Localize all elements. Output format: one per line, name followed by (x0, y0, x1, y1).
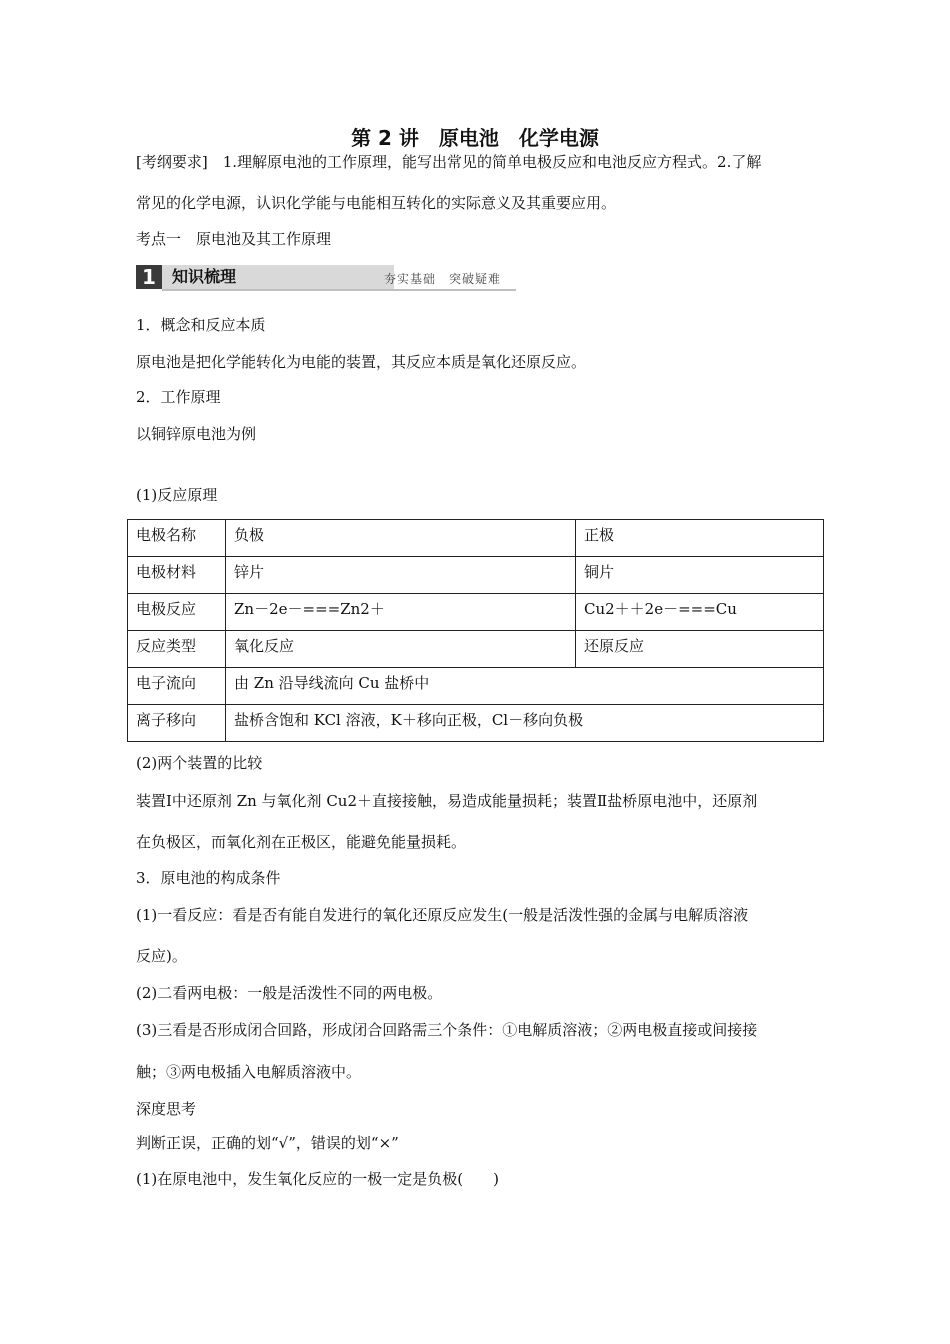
principle-heading: 2．工作原理 (136, 388, 221, 406)
table-cell: 负极 (226, 520, 576, 557)
question-1: (1)在原电池中，发生氧化反应的一极一定是负极( ) (136, 1170, 499, 1188)
condition-3-line1: (3)三看是否形成闭合回路，形成闭合回路需三个条件：①电解质溶液；②两电极直接或间接接 (136, 1021, 758, 1039)
exam-requirements-line1: [考纲要求] 1.理解原电池的工作原理，能写出常见的简单电极反应和电池反应方程式。2.了解 (136, 153, 762, 171)
compare-heading: (2)两个装置的比较 (136, 754, 263, 772)
condition-1-line2: 反应)。 (136, 947, 187, 965)
reaction-principle-heading: (1)反应原理 (136, 486, 218, 504)
table-cell: 电子流向 (128, 668, 226, 705)
table-row (128, 594, 824, 631)
compare-text-line1: 装置Ⅰ中还原剂 Zn 与氧化剂 Cu2＋直接接触，易造成能量损耗；装置Ⅱ盐桥原电池中，还原剂 (136, 792, 758, 810)
table-cell: Cu2＋＋2e－===Cu (576, 594, 824, 631)
table-cell: 电极反应 (128, 594, 226, 631)
banner-subtitle: 夯实基础 突破疑难 (384, 272, 502, 286)
section-heading: 考点一 原电池及其工作原理 (136, 230, 332, 248)
banner-rule (162, 289, 516, 291)
table-row (128, 520, 824, 557)
condition-1-line1: (1)一看反应：看是否有能自发进行的氧化还原反应发生(一般是活泼性强的金属与电解质溶液 (136, 906, 749, 924)
table-cell: 反应类型 (128, 631, 226, 668)
concept-text: 原电池是把化学能转化为电能的装置，其反应本质是氧化还原反应。 (136, 353, 587, 371)
table-cell: 氧化反应 (226, 631, 576, 668)
knowledge-banner (136, 262, 516, 292)
table-cell: 盐桥含饱和 KCl 溶液，K＋移向正极，Cl－移向负极 (226, 705, 824, 742)
compare-text-line2: 在负极区，而氧化剂在正极区，能避免能量损耗。 (136, 833, 467, 851)
banner-label: 知识梳理 (162, 265, 394, 289)
page-title: 第 2 讲 原电池 化学电源 (351, 126, 599, 150)
table-cell: 正极 (576, 520, 824, 557)
concept-heading: 1．概念和反应本质 (136, 316, 266, 334)
reaction-table (127, 519, 824, 742)
table-cell: 锌片 (226, 557, 576, 594)
deep-thinking-heading: 深度思考 (136, 1100, 197, 1118)
table-cell: 铜片 (576, 557, 824, 594)
table-row (128, 631, 824, 668)
table-cell: 电极材料 (128, 557, 226, 594)
conditions-heading: 3．原电池的构成条件 (136, 869, 281, 887)
condition-3-line2: 触；③两电极插入电解质溶液中。 (136, 1063, 362, 1081)
table-row (128, 668, 824, 705)
table-cell: 由 Zn 沿导线流向 Cu 盐桥中 (226, 668, 824, 705)
judge-instruction: 判断正误，正确的划“√”，错误的划“×” (136, 1134, 399, 1152)
banner-number: 1 (136, 265, 162, 289)
condition-2: (2)二看两电极：一般是活泼性不同的两电极。 (136, 984, 443, 1002)
exam-requirements-line2: 常见的化学电源，认识化学能与电能相互转化的实际意义及其重要应用。 (136, 194, 617, 212)
table-cell: 电极名称 (128, 520, 226, 557)
table-cell: 还原反应 (576, 631, 824, 668)
principle-example: 以铜锌原电池为例 (136, 425, 257, 443)
table-row (128, 557, 824, 594)
table-cell: Zn－2e－===Zn2＋ (226, 594, 576, 631)
table-cell: 离子移向 (128, 705, 226, 742)
table-row (128, 705, 824, 742)
